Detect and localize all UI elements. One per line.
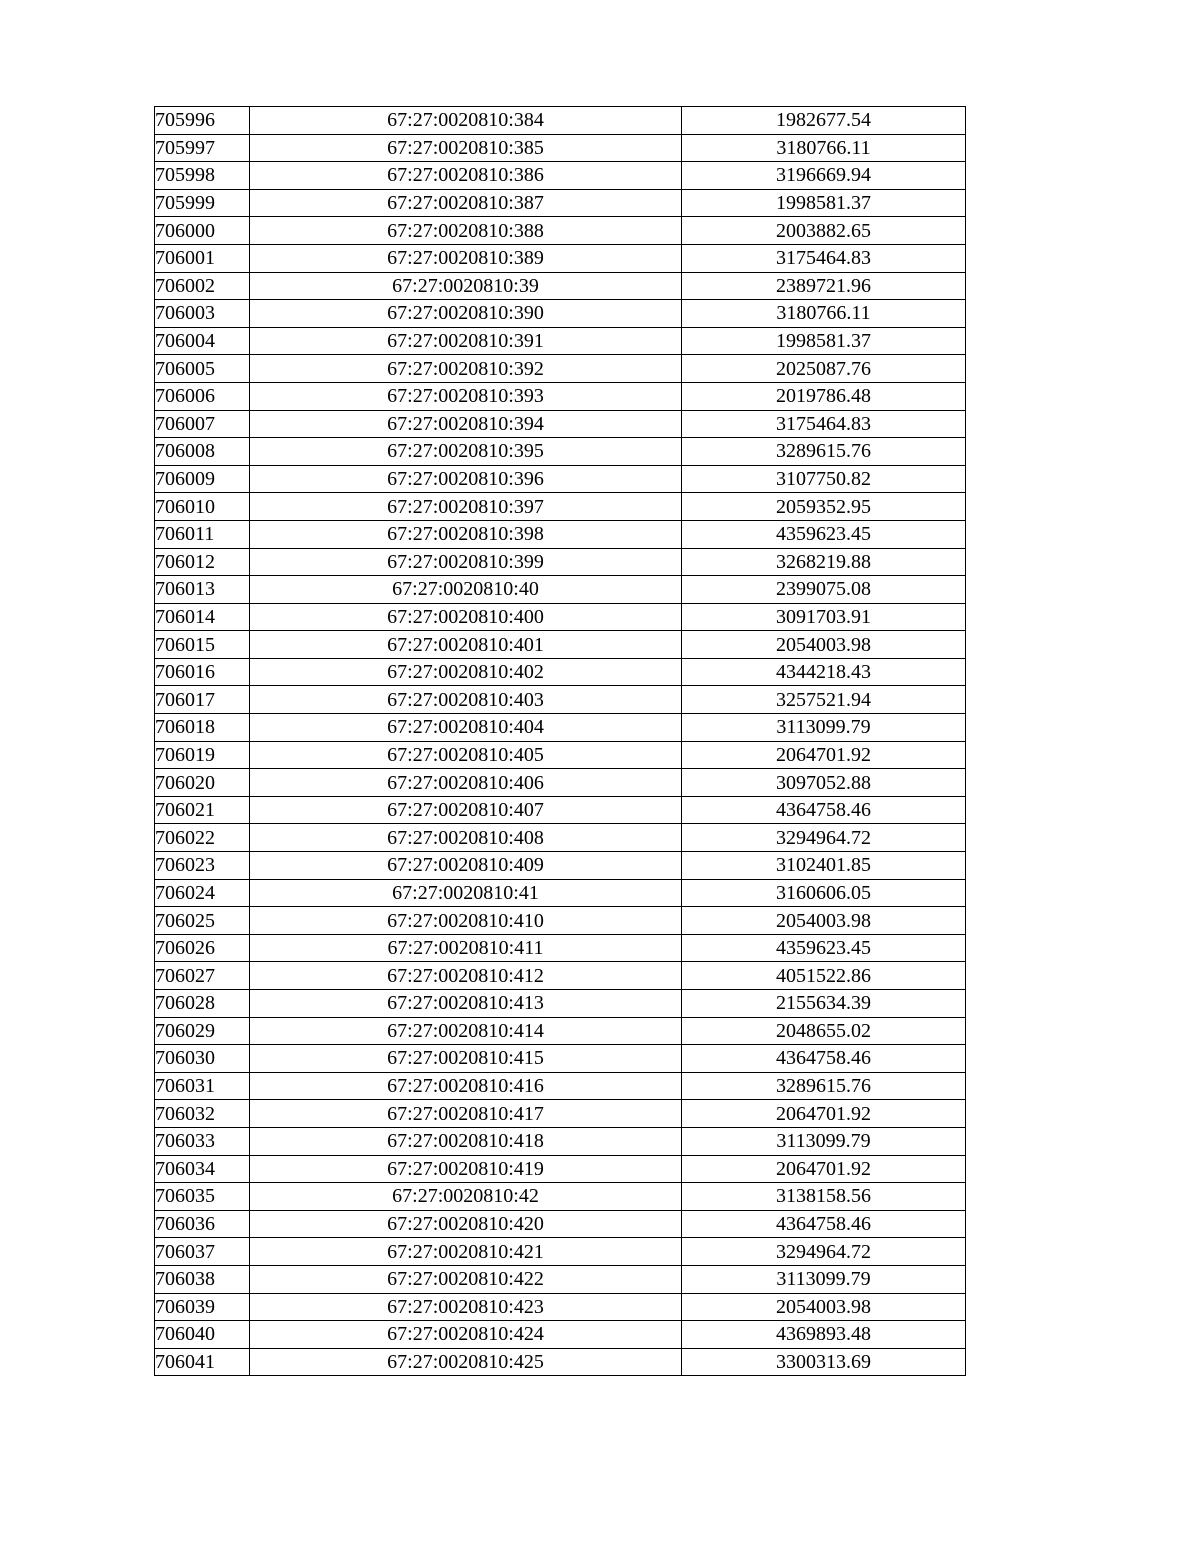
cadastral-number-cell: 67:27:0020810:405 xyxy=(250,741,682,769)
cadastral-value-cell: 3113099.79 xyxy=(682,1127,966,1155)
cadastral-value-cell: 3196669.94 xyxy=(682,162,966,190)
row-number-cell: 706014 xyxy=(155,603,250,631)
cadastral-value-cell: 3107750.82 xyxy=(682,465,966,493)
cadastral-number-cell: 67:27:0020810:395 xyxy=(250,438,682,466)
table-row xyxy=(155,852,966,880)
row-number-cell: 706035 xyxy=(155,1183,250,1211)
cadastral-number-cell: 67:27:0020810:419 xyxy=(250,1155,682,1183)
table-row xyxy=(155,520,966,548)
cadastral-value-cell: 3102401.85 xyxy=(682,852,966,880)
table-row xyxy=(155,300,966,328)
cadastral-value-cell: 2054003.98 xyxy=(682,631,966,659)
row-number-cell: 706003 xyxy=(155,300,250,328)
table-row xyxy=(155,1017,966,1045)
cadastral-number-cell: 67:27:0020810:409 xyxy=(250,852,682,880)
cadastral-number-cell: 67:27:0020810:388 xyxy=(250,217,682,245)
row-number-cell: 706002 xyxy=(155,272,250,300)
table-row xyxy=(155,410,966,438)
table-row xyxy=(155,1210,966,1238)
cadastral-number-cell: 67:27:0020810:410 xyxy=(250,907,682,935)
row-number-cell: 706029 xyxy=(155,1017,250,1045)
table-row xyxy=(155,1127,966,1155)
cadastral-number-cell: 67:27:0020810:400 xyxy=(250,603,682,631)
cadastral-value-cell: 1998581.37 xyxy=(682,189,966,217)
cadastral-number-cell: 67:27:0020810:396 xyxy=(250,465,682,493)
row-number-cell: 706001 xyxy=(155,244,250,272)
cadastral-value-cell: 4364758.46 xyxy=(682,796,966,824)
cadastral-value-cell: 4359623.45 xyxy=(682,934,966,962)
cadastral-number-cell: 67:27:0020810:386 xyxy=(250,162,682,190)
cadastral-value-cell: 3257521.94 xyxy=(682,686,966,714)
row-number-cell: 706041 xyxy=(155,1348,250,1376)
cadastral-number-cell: 67:27:0020810:399 xyxy=(250,548,682,576)
cadastral-value-cell: 1998581.37 xyxy=(682,327,966,355)
cadastral-number-cell: 67:27:0020810:424 xyxy=(250,1321,682,1349)
row-number-cell: 706011 xyxy=(155,520,250,548)
cadastral-value-cell: 2054003.98 xyxy=(682,1293,966,1321)
cadastral-value-cell: 2059352.95 xyxy=(682,493,966,521)
row-number-cell: 706009 xyxy=(155,465,250,493)
cadastral-value-cell: 2019786.48 xyxy=(682,382,966,410)
cadastral-value-cell: 3268219.88 xyxy=(682,548,966,576)
row-number-cell: 706018 xyxy=(155,714,250,742)
cadastral-value-cell: 3300313.69 xyxy=(682,1348,966,1376)
row-number-cell: 706016 xyxy=(155,658,250,686)
cadastral-number-cell: 67:27:0020810:392 xyxy=(250,355,682,383)
table-row xyxy=(155,134,966,162)
cadastral-number-cell: 67:27:0020810:413 xyxy=(250,990,682,1018)
row-number-cell: 706022 xyxy=(155,824,250,852)
cadastral-value-cell: 3138158.56 xyxy=(682,1183,966,1211)
table-row xyxy=(155,879,966,907)
table-row xyxy=(155,162,966,190)
table-row xyxy=(155,1183,966,1211)
cadastral-value-cell: 3175464.83 xyxy=(682,244,966,272)
row-number-cell: 706026 xyxy=(155,934,250,962)
row-number-cell: 706024 xyxy=(155,879,250,907)
table-row xyxy=(155,217,966,245)
table-row xyxy=(155,796,966,824)
cadastral-number-cell: 67:27:0020810:403 xyxy=(250,686,682,714)
cadastral-number-cell: 67:27:0020810:421 xyxy=(250,1238,682,1266)
table-row xyxy=(155,1265,966,1293)
row-number-cell: 706012 xyxy=(155,548,250,576)
row-number-cell: 706027 xyxy=(155,962,250,990)
table-row xyxy=(155,244,966,272)
cadastral-number-cell: 67:27:0020810:398 xyxy=(250,520,682,548)
table-row xyxy=(155,1293,966,1321)
cadastral-number-cell: 67:27:0020810:41 xyxy=(250,879,682,907)
row-number-cell: 706013 xyxy=(155,576,250,604)
cadastral-value-cell: 3180766.11 xyxy=(682,134,966,162)
table-row xyxy=(155,1321,966,1349)
cadastral-number-cell: 67:27:0020810:407 xyxy=(250,796,682,824)
cadastral-value-cell: 2389721.96 xyxy=(682,272,966,300)
cadastral-value-cell: 2025087.76 xyxy=(682,355,966,383)
cadastral-value-cell: 3097052.88 xyxy=(682,769,966,797)
row-number-cell: 706015 xyxy=(155,631,250,659)
row-number-cell: 706010 xyxy=(155,493,250,521)
table-row xyxy=(155,382,966,410)
cadastral-number-cell: 67:27:0020810:404 xyxy=(250,714,682,742)
cadastral-number-cell: 67:27:0020810:391 xyxy=(250,327,682,355)
row-number-cell: 706028 xyxy=(155,990,250,1018)
table-row xyxy=(155,714,966,742)
cadastral-value-cell: 3294964.72 xyxy=(682,824,966,852)
table-row xyxy=(155,769,966,797)
table-row xyxy=(155,962,966,990)
cadastral-number-cell: 67:27:0020810:416 xyxy=(250,1072,682,1100)
cadastral-value-cell: 2064701.92 xyxy=(682,1100,966,1128)
row-number-cell: 706039 xyxy=(155,1293,250,1321)
cadastral-number-cell: 67:27:0020810:394 xyxy=(250,410,682,438)
row-number-cell: 706007 xyxy=(155,410,250,438)
cadastral-number-cell: 67:27:0020810:393 xyxy=(250,382,682,410)
table-row xyxy=(155,465,966,493)
row-number-cell: 706000 xyxy=(155,217,250,245)
cadastral-value-cell: 4364758.46 xyxy=(682,1045,966,1073)
table-row xyxy=(155,107,966,135)
table-row xyxy=(155,1100,966,1128)
cadastral-number-cell: 67:27:0020810:423 xyxy=(250,1293,682,1321)
row-number-cell: 706034 xyxy=(155,1155,250,1183)
cadastral-number-cell: 67:27:0020810:417 xyxy=(250,1100,682,1128)
table-row xyxy=(155,686,966,714)
table-row xyxy=(155,576,966,604)
cadastral-value-cell: 2048655.02 xyxy=(682,1017,966,1045)
cadastral-number-cell: 67:27:0020810:402 xyxy=(250,658,682,686)
row-number-cell: 706019 xyxy=(155,741,250,769)
cadastral-number-cell: 67:27:0020810:39 xyxy=(250,272,682,300)
table-row xyxy=(155,493,966,521)
cadastral-number-cell: 67:27:0020810:389 xyxy=(250,244,682,272)
cadastral-value-cell: 2399075.08 xyxy=(682,576,966,604)
cadastral-value-cell: 3175464.83 xyxy=(682,410,966,438)
table-row xyxy=(155,990,966,1018)
cadastral-number-cell: 67:27:0020810:385 xyxy=(250,134,682,162)
cadastral-number-cell: 67:27:0020810:425 xyxy=(250,1348,682,1376)
cadastral-number-cell: 67:27:0020810:408 xyxy=(250,824,682,852)
row-number-cell: 706036 xyxy=(155,1210,250,1238)
cadastral-number-cell: 67:27:0020810:384 xyxy=(250,107,682,135)
cadastral-value-cell: 2155634.39 xyxy=(682,990,966,1018)
cadastral-number-cell: 67:27:0020810:40 xyxy=(250,576,682,604)
table-row xyxy=(155,934,966,962)
cadastral-value-cell: 2054003.98 xyxy=(682,907,966,935)
table-row xyxy=(155,355,966,383)
table-row xyxy=(155,548,966,576)
row-number-cell: 706038 xyxy=(155,1265,250,1293)
row-number-cell: 706033 xyxy=(155,1127,250,1155)
cadastral-number-cell: 67:27:0020810:387 xyxy=(250,189,682,217)
row-number-cell: 706006 xyxy=(155,382,250,410)
cadastral-number-cell: 67:27:0020810:401 xyxy=(250,631,682,659)
table-row xyxy=(155,327,966,355)
table-row xyxy=(155,824,966,852)
table-row xyxy=(155,631,966,659)
cadastral-value-cell: 3113099.79 xyxy=(682,1265,966,1293)
row-number-cell: 705998 xyxy=(155,162,250,190)
row-number-cell: 706040 xyxy=(155,1321,250,1349)
cadastral-value-cell: 4051522.86 xyxy=(682,962,966,990)
cadastral-number-cell: 67:27:0020810:415 xyxy=(250,1045,682,1073)
row-number-cell: 706025 xyxy=(155,907,250,935)
table-row xyxy=(155,1155,966,1183)
cadastral-value-cell: 2003882.65 xyxy=(682,217,966,245)
cadastral-number-cell: 67:27:0020810:390 xyxy=(250,300,682,328)
cadastral-number-cell: 67:27:0020810:406 xyxy=(250,769,682,797)
row-number-cell: 706031 xyxy=(155,1072,250,1100)
table-body xyxy=(155,107,966,1376)
table-row xyxy=(155,1348,966,1376)
row-number-cell: 706030 xyxy=(155,1045,250,1073)
cadastral-number-cell: 67:27:0020810:422 xyxy=(250,1265,682,1293)
cadastral-value-cell: 3113099.79 xyxy=(682,714,966,742)
table-row xyxy=(155,1045,966,1073)
row-number-cell: 705997 xyxy=(155,134,250,162)
row-number-cell: 706017 xyxy=(155,686,250,714)
table-row xyxy=(155,189,966,217)
cadastral-value-cell: 3289615.76 xyxy=(682,1072,966,1100)
row-number-cell: 705999 xyxy=(155,189,250,217)
cadastral-value-cell: 3091703.91 xyxy=(682,603,966,631)
table-row xyxy=(155,603,966,631)
row-number-cell: 706020 xyxy=(155,769,250,797)
cadastral-number-cell: 67:27:0020810:420 xyxy=(250,1210,682,1238)
row-number-cell: 706004 xyxy=(155,327,250,355)
cadastral-value-cell: 3180766.11 xyxy=(682,300,966,328)
cadastral-value-cell: 4369893.48 xyxy=(682,1321,966,1349)
row-number-cell: 706037 xyxy=(155,1238,250,1266)
cadastral-value-cell: 4359623.45 xyxy=(682,520,966,548)
row-number-cell: 706023 xyxy=(155,852,250,880)
cadastral-value-cell: 2064701.92 xyxy=(682,741,966,769)
cadastral-value-cell: 3160606.05 xyxy=(682,879,966,907)
cadastral-number-cell: 67:27:0020810:414 xyxy=(250,1017,682,1045)
cadastral-value-cell: 3294964.72 xyxy=(682,1238,966,1266)
row-number-cell: 706021 xyxy=(155,796,250,824)
cadastral-value-cell: 4344218.43 xyxy=(682,658,966,686)
table-row xyxy=(155,907,966,935)
cadastral-number-cell: 67:27:0020810:411 xyxy=(250,934,682,962)
table-row xyxy=(155,272,966,300)
row-number-cell: 706032 xyxy=(155,1100,250,1128)
cadastral-value-cell: 2064701.92 xyxy=(682,1155,966,1183)
cadastral-value-cell: 1982677.54 xyxy=(682,107,966,135)
table-row xyxy=(155,658,966,686)
cadastral-number-cell: 67:27:0020810:397 xyxy=(250,493,682,521)
cadastral-number-cell: 67:27:0020810:418 xyxy=(250,1127,682,1155)
table-row xyxy=(155,438,966,466)
row-number-cell: 706008 xyxy=(155,438,250,466)
table-row xyxy=(155,741,966,769)
cadastral-value-cell: 4364758.46 xyxy=(682,1210,966,1238)
row-number-cell: 706005 xyxy=(155,355,250,383)
cadastral-number-cell: 67:27:0020810:42 xyxy=(250,1183,682,1211)
table-row xyxy=(155,1238,966,1266)
table-row xyxy=(155,1072,966,1100)
cadastral-value-table xyxy=(154,106,966,1376)
cadastral-value-cell: 3289615.76 xyxy=(682,438,966,466)
cadastral-number-cell: 67:27:0020810:412 xyxy=(250,962,682,990)
row-number-cell: 705996 xyxy=(155,107,250,135)
